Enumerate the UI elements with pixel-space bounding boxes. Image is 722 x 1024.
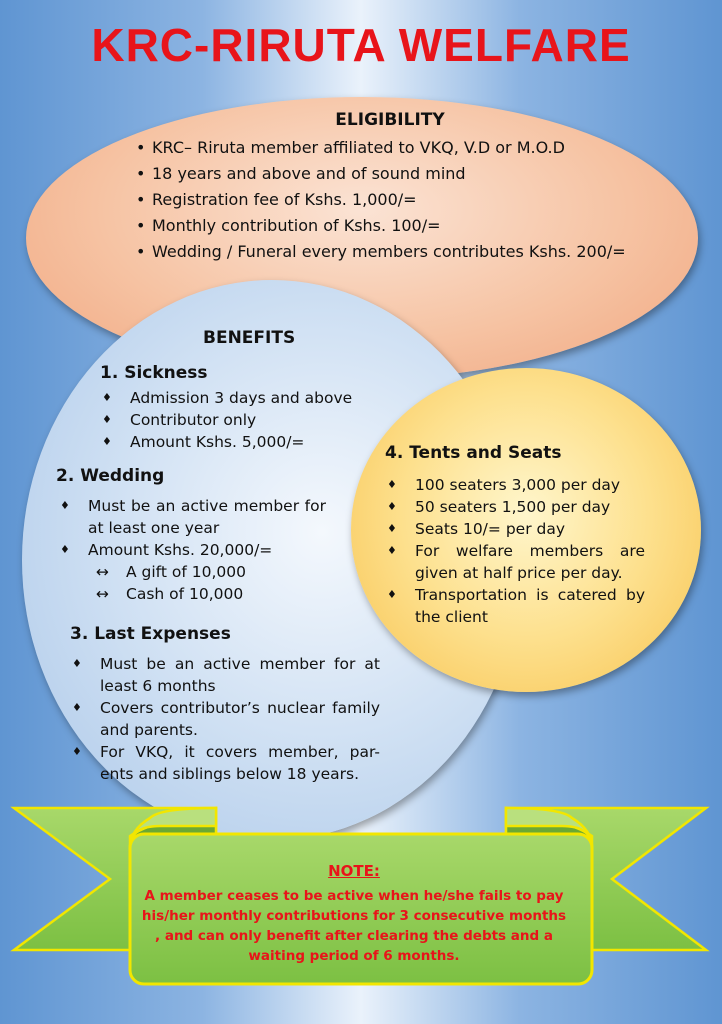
- tents-item: ♦ Seats 10/= per day: [385, 518, 645, 540]
- eligibility-heading: ELIGIBILITY: [335, 110, 445, 130]
- wedding-sub-list: [58, 561, 326, 605]
- sickness-item: ♦ Contributor only: [100, 409, 390, 431]
- note-title: NOTE:: [328, 862, 380, 880]
- note-text: A member ceases to be active when he/she fails to pay his/her monthly contributions for 3 consecutive months , and can only benefit after clearing the debts and a waiting period of 6 months.: [141, 888, 567, 964]
- tents-list: [385, 474, 645, 628]
- wedding-sub-item: ↔ Cash of 10,000: [58, 583, 326, 605]
- sickness-title: 1. Sickness: [100, 363, 208, 383]
- sickness-list: [100, 387, 390, 453]
- eligibility-item: • 18 years and above and of sound mind: [136, 161, 676, 187]
- last-expenses-item: ♦ Must be an active member for at least 6 months: [70, 653, 380, 697]
- last-expenses-item: ♦ For VKQ, it covers member, par-ents and siblings below 18 years.: [70, 741, 380, 785]
- tents-item: ♦ 50 seaters 1,500 per day: [385, 496, 645, 518]
- sickness-item: ♦ Admission 3 days and above: [100, 387, 390, 409]
- wedding-list: [58, 495, 326, 561]
- wedding-item: ♦ Must be an active member for at least one year: [58, 495, 326, 539]
- tents-item: ♦ Transportation is catered by the client: [385, 584, 645, 628]
- eligibility-item: • KRC– Riruta member affiliated to VKQ, V.D or M.O.D: [136, 135, 676, 161]
- eligibility-item: • Wedding / Funeral every members contributes Kshs. 200/=: [136, 239, 676, 265]
- eligibility-list: [136, 135, 676, 265]
- benefits-heading: BENEFITS: [203, 328, 296, 348]
- wedding-sub-item: ↔ A gift of 10,000: [58, 561, 326, 583]
- last-expenses-item: ♦ Covers contributor’s nuclear family and parents.: [70, 697, 380, 741]
- tents-item: ♦ For welfare members are given at half price per day.: [385, 540, 645, 584]
- eligibility-item: • Monthly contribution of Kshs. 100/=: [136, 213, 676, 239]
- note-box: [130, 836, 578, 982]
- wedding-title: 2. Wedding: [56, 466, 165, 486]
- tents-item: ♦ 100 seaters 3,000 per day: [385, 474, 645, 496]
- last-expenses-title: 3. Last Expenses: [70, 624, 231, 644]
- tents-title: 4. Tents and Seats: [385, 443, 562, 463]
- sickness-item: ♦ Amount Kshs. 5,000/=: [100, 431, 390, 453]
- last-expenses-list: [70, 653, 380, 785]
- eligibility-item: • Registration fee of Kshs. 1,000/=: [136, 187, 676, 213]
- page-title: KRC-RIRUTA WELFARE: [91, 19, 631, 71]
- wedding-item: ♦ Amount Kshs. 20,000/=: [58, 539, 326, 561]
